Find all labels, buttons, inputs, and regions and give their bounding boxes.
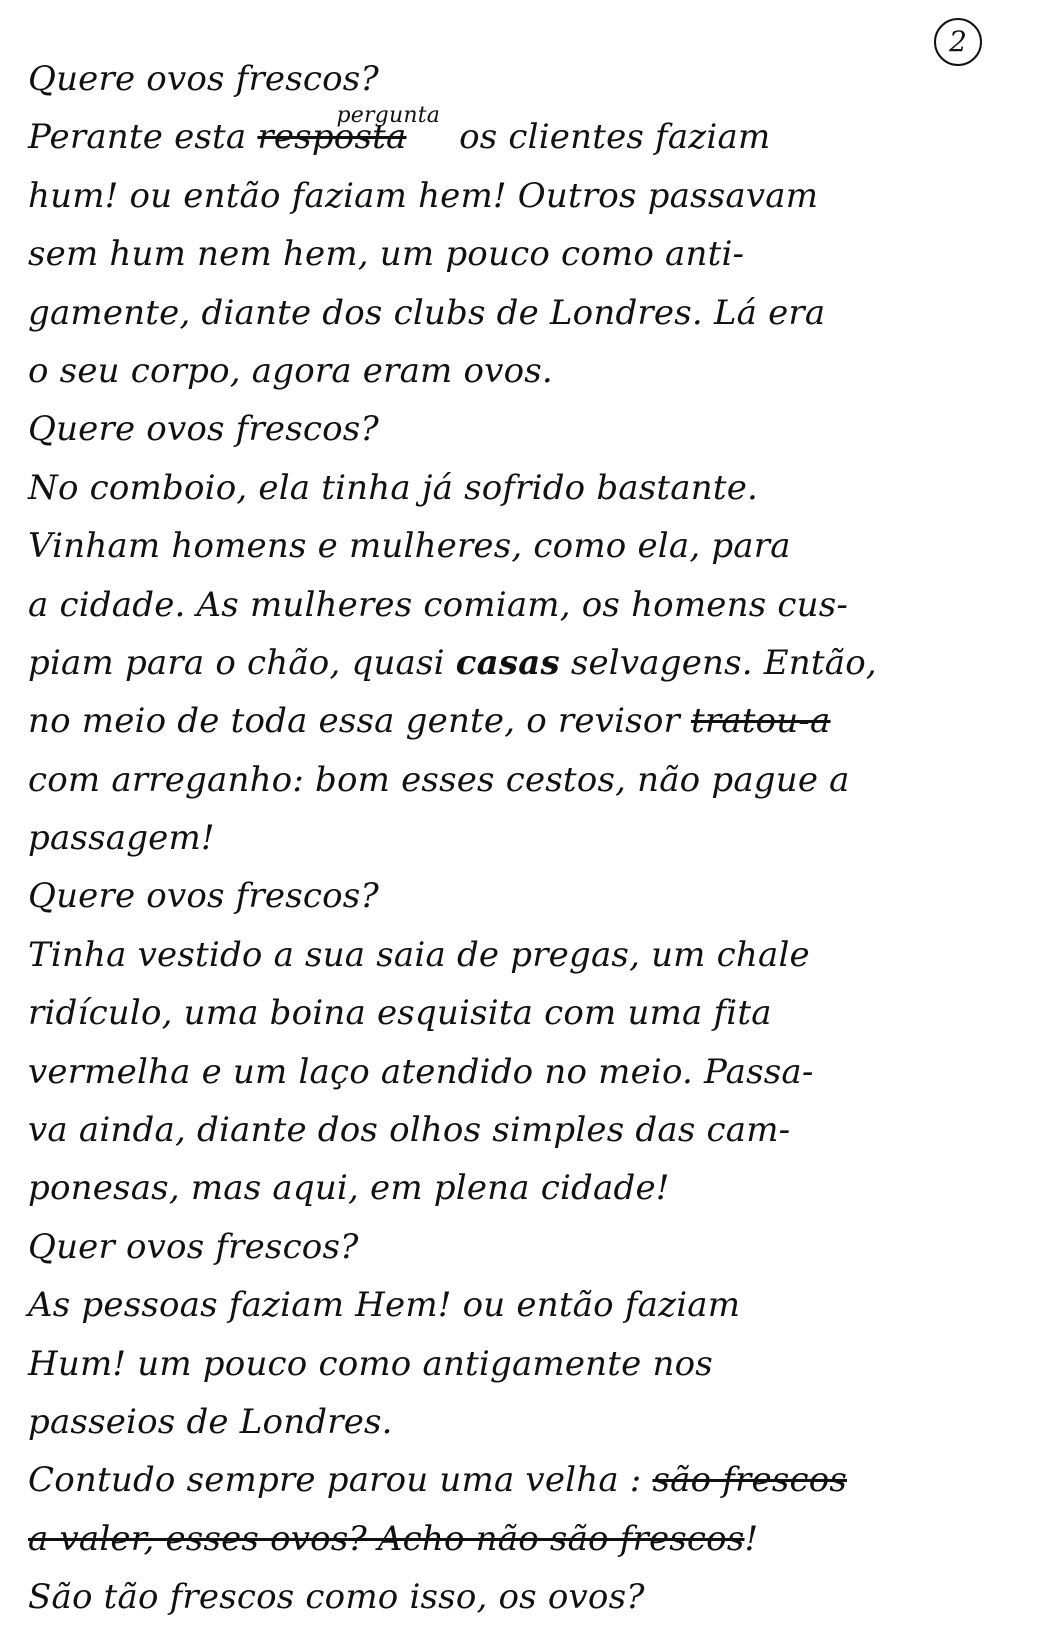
text-line: [28, 167, 1018, 225]
emphasized-word: casas: [455, 642, 560, 683]
line-text: Quere ovos frescos?: [28, 59, 379, 99]
handwritten-text: [28, 50, 1018, 1627]
text-line: [28, 1451, 1018, 1509]
line-text: gamente, diante dos clubs de Londres. Lá era: [28, 292, 826, 333]
text-line: [28, 1276, 1018, 1334]
line-text: Quer ovos frescos?: [28, 1226, 359, 1267]
struck-out-text: resposta: [257, 117, 407, 158]
line-text: vermelha e um laço atendido no meio. Passa-: [28, 1051, 814, 1092]
line-text-before: no meio de toda essa gente, o revisor: [28, 701, 691, 742]
line-text-before: piam para o chão, quasi: [28, 642, 456, 683]
line-text: São tão frescos como isso, os ovos?: [28, 1577, 645, 1618]
line-text: a cidade. As mulheres comiam, os homens cus-: [28, 584, 849, 625]
text-line: [28, 926, 1018, 984]
line-text: Hum! um pouco como antigamente nos: [28, 1343, 713, 1384]
line-text: ridículo, uma boina esquisita com uma fita: [28, 993, 772, 1034]
text-line: [28, 984, 1018, 1042]
line-text: va ainda, diante dos olhos simples das cam-: [28, 1110, 791, 1151]
text-line: [28, 692, 1018, 750]
line-text: Quere ovos frescos?: [28, 409, 379, 450]
struck-out-text: tratou-a: [690, 701, 831, 742]
text-line: [28, 50, 1018, 108]
text-line: [28, 1043, 1018, 1101]
line-text-after: os clientes faziam: [448, 117, 771, 158]
page-number: 2: [934, 18, 982, 66]
text-line: [28, 1101, 1018, 1159]
text-line: [28, 400, 1018, 458]
text-line: [28, 867, 1018, 925]
line-text: sem hum nem hem, um pouco como anti-: [28, 234, 745, 275]
text-line: [28, 459, 1018, 517]
text-line: [28, 634, 1018, 692]
line-text: Quere ovos frescos?: [28, 876, 379, 917]
text-line: [28, 284, 1018, 342]
inserted-correction: pergunta: [336, 103, 441, 129]
text-line: [28, 1218, 1018, 1276]
line-text-after: selvagens. Então,: [559, 642, 877, 683]
text-line: [28, 576, 1018, 634]
text-line: [28, 517, 1018, 575]
line-text-after: !: [744, 1518, 759, 1559]
text-line: [28, 751, 1018, 809]
line-text: ponesas, mas aqui, em plena cidade!: [28, 1168, 670, 1209]
text-line: [28, 1510, 1018, 1568]
text-line: [28, 1159, 1018, 1217]
text-line: [28, 1568, 1018, 1626]
line-text: passagem!: [28, 818, 215, 859]
text-line: [28, 809, 1018, 867]
text-line: [28, 1393, 1018, 1451]
line-text-before: Perante esta: [28, 117, 258, 158]
line-text: Vinham homens e mulheres, como ela, para: [28, 526, 791, 567]
text-line: [28, 1335, 1018, 1393]
text-line: [28, 225, 1018, 283]
struck-out-text: a valer, esses ovos? Acho não são frescos: [28, 1518, 745, 1559]
line-text-before: Contudo sempre parou uma velha :: [28, 1460, 653, 1501]
line-text: hum! ou então faziam hem! Outros passavam: [28, 175, 819, 216]
line-text: com arreganho: bom esses cestos, não pague a: [28, 759, 850, 800]
struck-out-text: são frescos: [652, 1460, 848, 1501]
line-text: No comboio, ela tinha já sofrido bastante.: [28, 467, 759, 508]
line-text: passeios de Londres.: [28, 1401, 393, 1442]
line-text: Tinha vestido a sua saia de pregas, um chale: [28, 934, 810, 975]
line-text: o seu corpo, agora eram ovos.: [28, 350, 553, 391]
text-line: [28, 342, 1018, 400]
text-line: [28, 103, 1018, 166]
line-text: As pessoas faziam Hem! ou então faziam: [28, 1285, 741, 1326]
